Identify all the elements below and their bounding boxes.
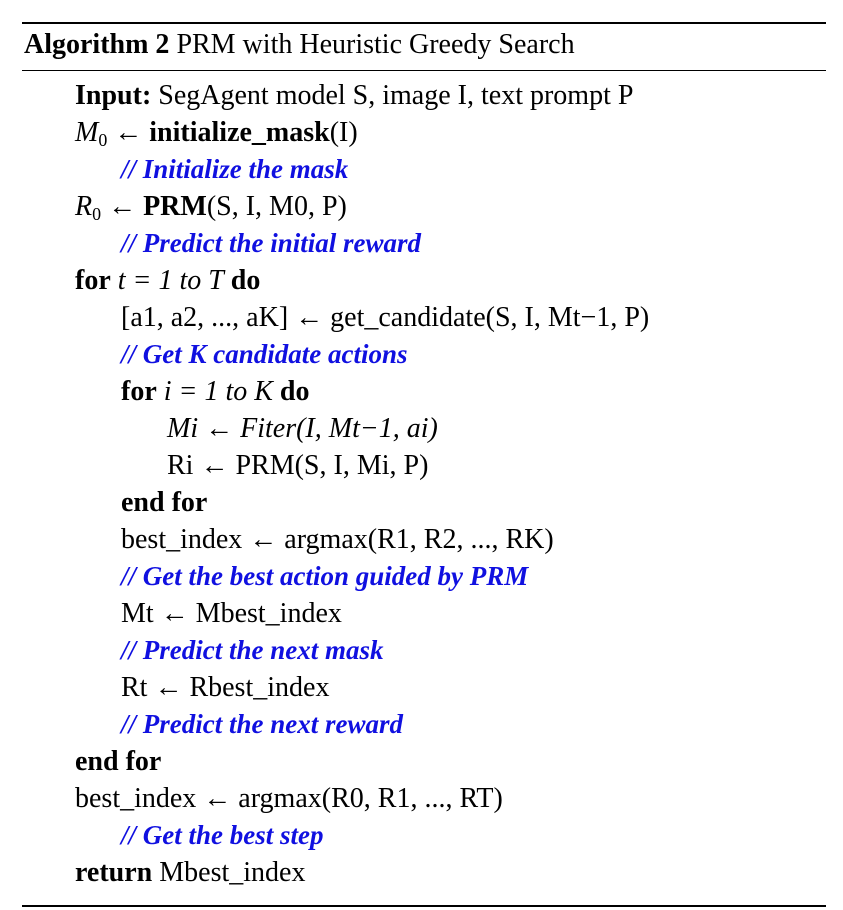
- line-code: best_index ← argmax(R0, R1, ..., RT): [75, 783, 503, 814]
- function-name: PRM: [143, 191, 207, 222]
- line-text: SegAgent model S, image I, text prompt P: [158, 80, 634, 111]
- keyword-input: Input:: [75, 80, 152, 111]
- keyword-for: for: [75, 265, 111, 296]
- line-code: [75, 857, 305, 889]
- line-code: Ri ← PRM(S, I, Mi, P): [167, 450, 429, 481]
- loop-range: i = 1 to K: [163, 376, 273, 407]
- line-code: [75, 191, 347, 223]
- comment: // Predict the next reward: [121, 709, 403, 739]
- comment: // Initialize the mask: [121, 154, 349, 184]
- algorithm-name: PRM with Heuristic Greedy Search: [176, 29, 575, 60]
- function-name: initialize_mask: [149, 117, 330, 148]
- comment: // Get the best step: [121, 820, 324, 850]
- line-code: best_index ← argmax(R1, R2, ..., RK): [121, 524, 554, 555]
- comment: // Predict the next mask: [121, 635, 384, 665]
- algorithm-label: Algorithm 2: [24, 29, 170, 60]
- algorithm-title: [24, 29, 575, 61]
- comment: // Predict the initial reward: [121, 228, 422, 258]
- line-code: [75, 80, 633, 112]
- var-r: R: [75, 191, 93, 222]
- line-code: Rt ← Rbest_index: [121, 672, 330, 703]
- function-args: (I): [329, 117, 358, 148]
- subscript: 0: [98, 130, 108, 151]
- return-value: Mbest_index: [159, 857, 306, 888]
- keyword-return: return: [75, 857, 153, 888]
- loop-range: t = 1 to T: [117, 265, 224, 296]
- line-code: Mt ← Mbest_index: [121, 598, 342, 629]
- keyword-end-for: end for: [75, 746, 162, 777]
- comment: // Get the best action guided by PRM: [121, 561, 529, 591]
- line-code: [a1, a2, ..., aK] ← get_candidate(S, I, Mt−1, P): [121, 302, 650, 333]
- top-rule: [22, 22, 826, 24]
- keyword-do: do: [279, 376, 310, 407]
- line-code: [121, 376, 309, 408]
- assign-arrow: ←: [114, 117, 143, 148]
- header-rule: [22, 70, 826, 71]
- line-code: [75, 117, 358, 149]
- keyword-end-for: end for: [121, 487, 208, 518]
- line-code: Mi ← Fiter(I, Mt−1, ai): [167, 413, 438, 444]
- var-m: M: [75, 117, 99, 148]
- comment: // Get K candidate actions: [121, 339, 408, 369]
- assign-arrow: ←: [108, 191, 137, 222]
- keyword-for: for: [121, 376, 157, 407]
- bottom-rule: [22, 905, 826, 907]
- keyword-do: do: [230, 265, 261, 296]
- function-args: (S, I, M0, P): [206, 191, 347, 222]
- subscript: 0: [92, 204, 102, 225]
- line-code: [75, 265, 260, 297]
